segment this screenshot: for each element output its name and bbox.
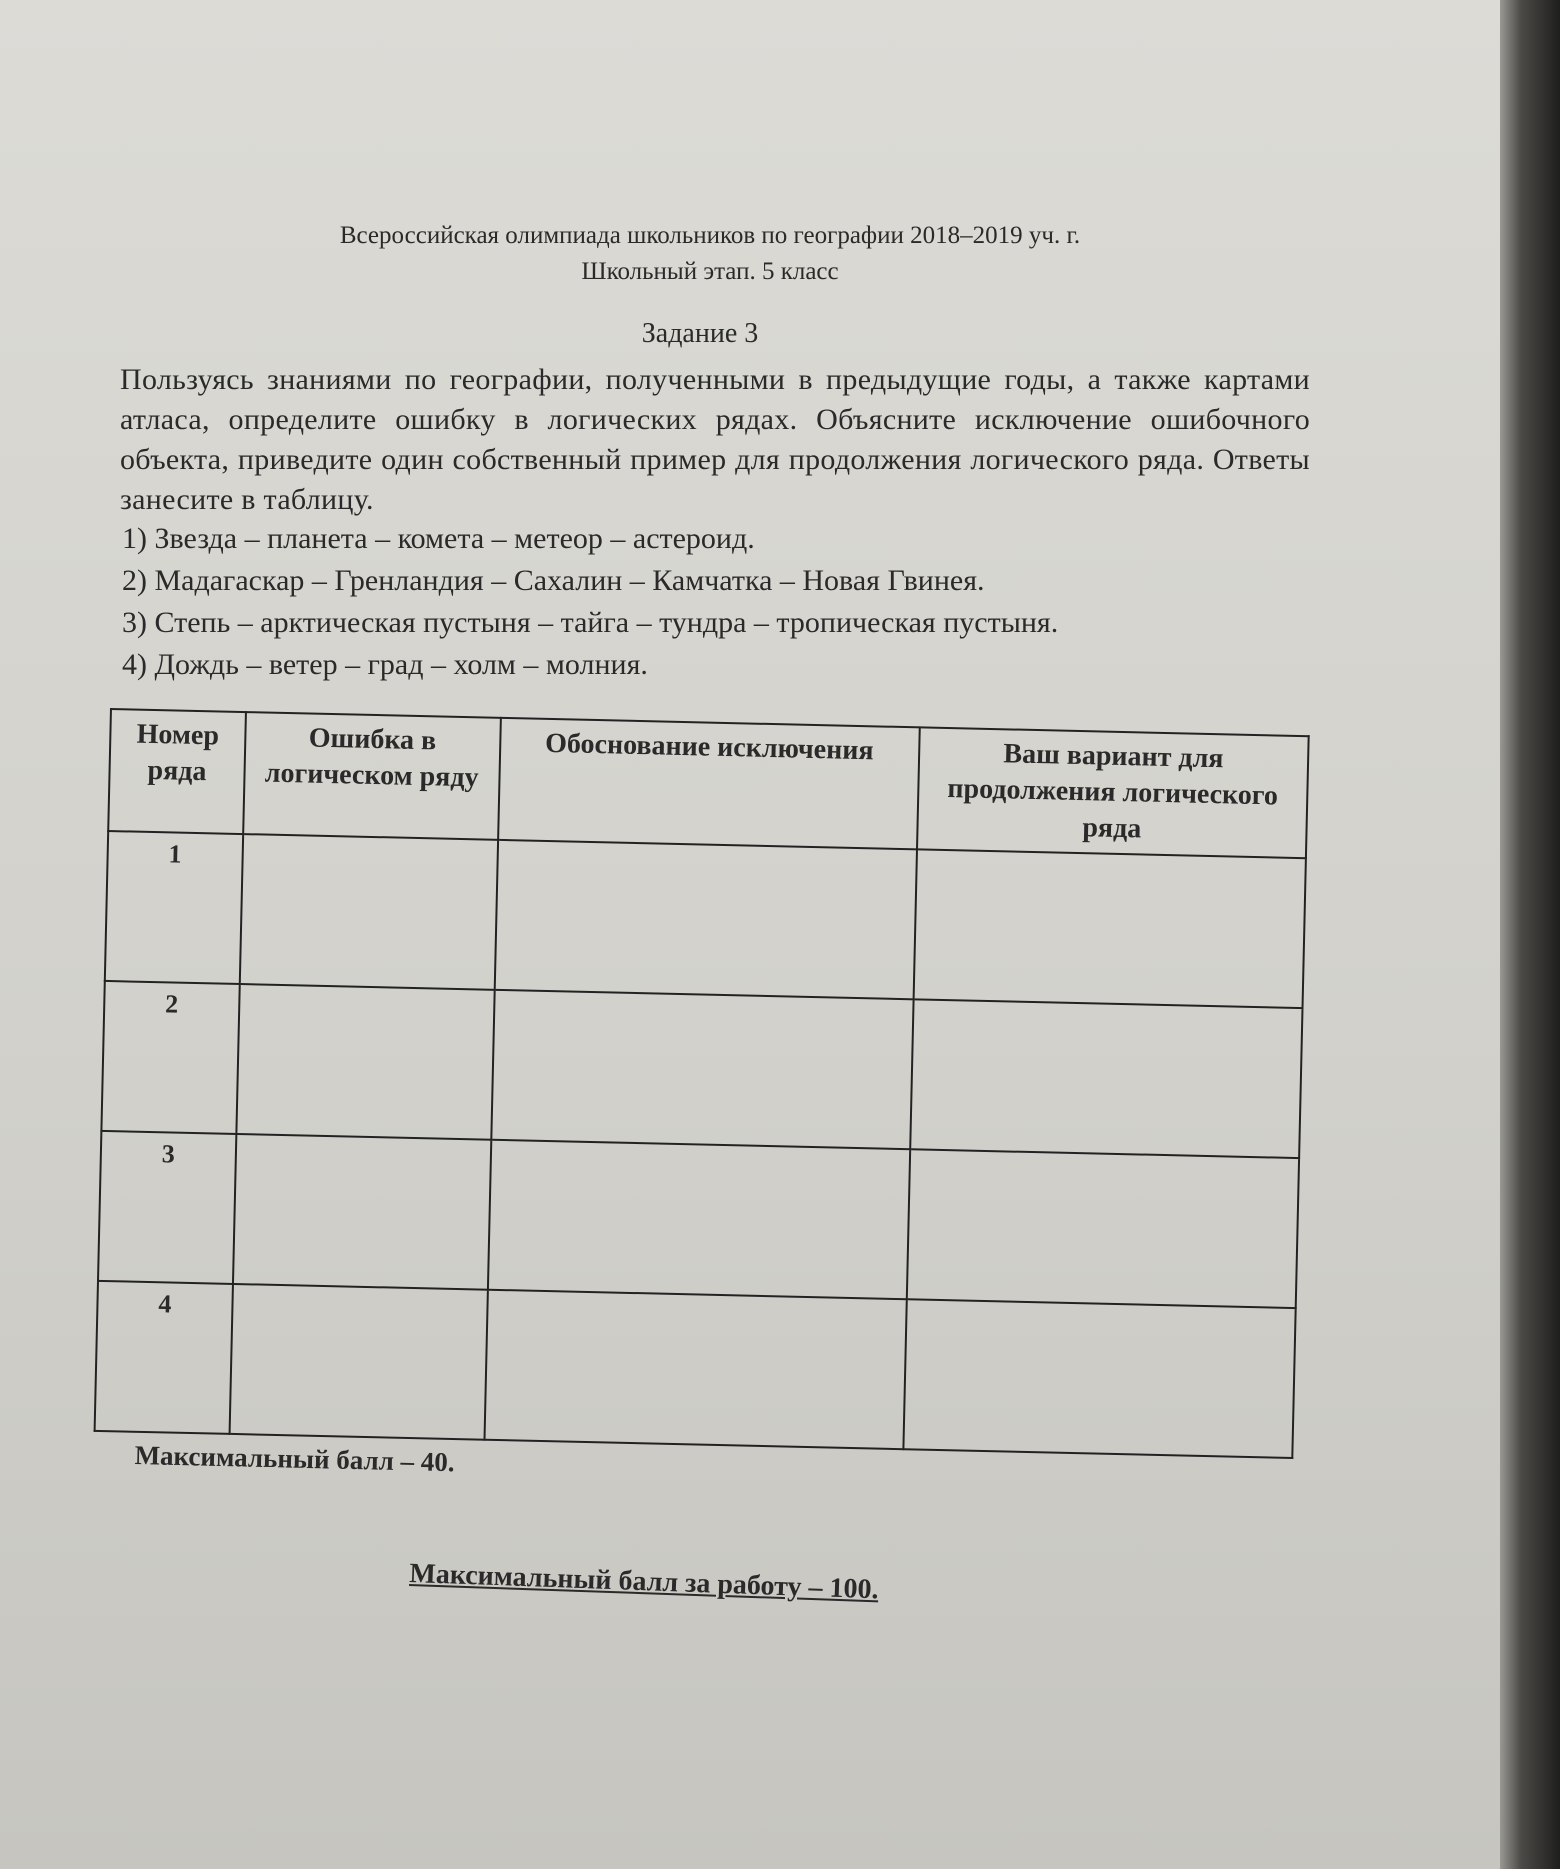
logic-series-1: 1) Звезда – планета – комета – метеор – астероид.: [122, 522, 755, 555]
task-instructions: Пользуясь знаниями по географии, полученными в предыдущие годы, а также картами атласа, определите ошибку в логических рядах. Объясните исключение ошибочного объекта, приведите один собственный пример для продолжения логического ряда. Ответы занесите в таблицу.: [120, 363, 1310, 516]
error-cell[interactable]: [233, 1134, 491, 1290]
logic-series-4: 4) Дождь – ветер – град – холм – молния.: [122, 648, 648, 681]
table-row: [98, 1131, 1299, 1308]
reason-cell[interactable]: [491, 990, 913, 1149]
header-variant: Ваш вариант для продолжения логического ряда: [917, 727, 1309, 858]
logic-series-3: 3) Степь – арктическая пустыня – тайга – тундра – тропическая пустыня.: [122, 606, 1059, 639]
error-cell[interactable]: [240, 834, 498, 990]
row-number-cell: 2: [101, 981, 239, 1134]
table-row: [101, 981, 1302, 1158]
error-cell[interactable]: [236, 984, 494, 1140]
task-title: Задание 3: [641, 318, 759, 349]
background-edge: [1500, 0, 1560, 1869]
header-reason: Обоснование исключения: [498, 718, 920, 849]
stage-subtitle: Школьный этап. 5 класс: [581, 258, 839, 285]
row-number-cell: 4: [95, 1281, 233, 1434]
logic-series-2: 2) Мадагаскар – Гренландия – Сахалин – Камчатка – Новая Гвинея.: [122, 564, 985, 597]
reason-cell[interactable]: [487, 1140, 909, 1299]
variant-cell[interactable]: [913, 849, 1306, 1008]
variant-cell[interactable]: [910, 999, 1303, 1158]
variant-cell[interactable]: [906, 1149, 1299, 1308]
olympiad-title: Всероссийская олимпиада школьников по географии 2018–2019 уч. г.: [339, 222, 1081, 249]
answer-table: [94, 708, 1310, 1459]
header-row-number: Номер ряда: [108, 709, 246, 834]
table-row: [95, 1281, 1296, 1458]
error-cell[interactable]: [229, 1284, 487, 1440]
total-max-score: Максимальный балл за работу – 100.: [408, 1558, 880, 1606]
row-number-cell: 1: [105, 831, 243, 984]
variant-cell[interactable]: [903, 1299, 1296, 1458]
task-max-score: Максимальный балл – 40.: [134, 1440, 455, 1478]
reason-cell[interactable]: [494, 840, 916, 999]
table-row: [105, 831, 1306, 1008]
header-error: Ошибка в логическом ряду: [243, 712, 500, 840]
reason-cell[interactable]: [484, 1290, 906, 1449]
row-number-cell: 3: [98, 1131, 236, 1284]
